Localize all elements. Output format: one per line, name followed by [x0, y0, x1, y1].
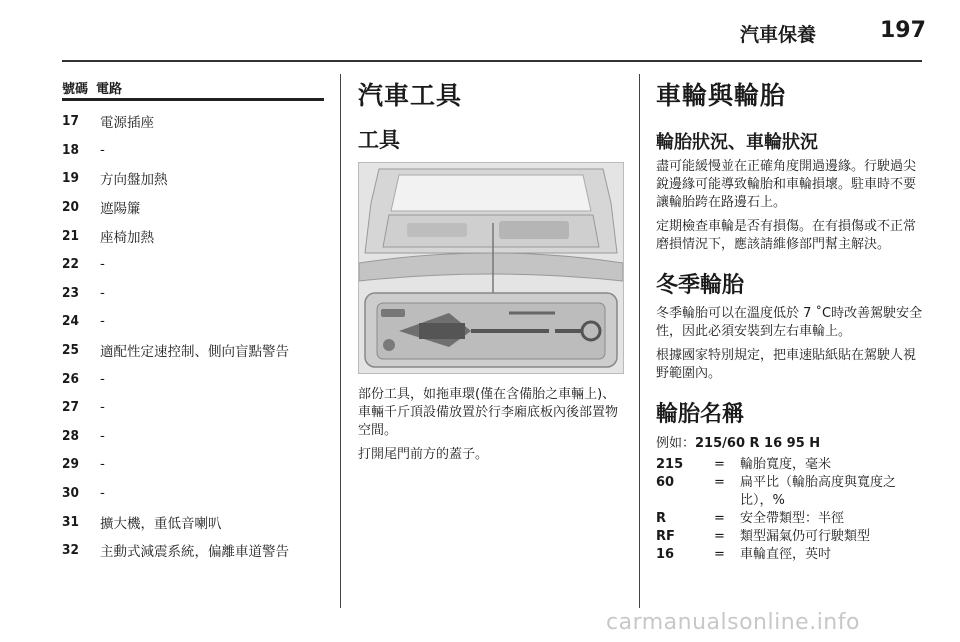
list-item — [656, 510, 924, 528]
table-row — [62, 279, 324, 308]
fuse-circuit: - — [100, 141, 105, 158]
fuse-number: 29 — [62, 456, 79, 473]
spec-value: 車輪直徑，英吋 — [740, 547, 832, 562]
fuse-circuit: 適配性定速控制、側向盲點警告 — [100, 344, 289, 361]
fuse-circuit: 遮陽簾 — [100, 201, 141, 218]
fuse-circuit: - — [100, 427, 105, 444]
fuse-number: 27 — [62, 399, 79, 416]
page-number: 197 — [880, 18, 926, 43]
fuse-rows — [62, 107, 324, 565]
table-row — [62, 107, 324, 136]
fuse-circuit: 主動式減震系統，偏離車道警告 — [100, 544, 289, 561]
fuse-table-header — [62, 78, 324, 98]
table-row — [62, 450, 324, 479]
spec-key: 215 — [656, 457, 684, 472]
list-item — [656, 528, 924, 546]
fuse-circuit: 方向盤加熱 — [100, 172, 168, 189]
spec-value: 扁平比（輪胎高度與寬度之比），% — [740, 475, 897, 508]
spec-key: 60 — [656, 475, 675, 490]
spec-equals: = — [714, 529, 725, 544]
column-divider-1 — [340, 74, 341, 608]
fuse-number: 30 — [62, 485, 79, 502]
header-rule — [62, 60, 922, 62]
table-row — [62, 393, 324, 422]
fuse-circuit: 座椅加熱 — [100, 229, 154, 246]
fuse-number: 32 — [62, 542, 79, 559]
winter-tires-heading: 冬季輪胎 — [656, 273, 745, 298]
fuse-circuit: - — [100, 313, 105, 330]
table-row — [62, 136, 324, 165]
fuse-number: 21 — [62, 227, 79, 244]
fuse-number: 20 — [62, 199, 79, 216]
fuse-number: 23 — [62, 284, 79, 301]
spec-equals: = — [714, 511, 725, 526]
example-value: 215/60 R 16 95 H — [695, 436, 821, 451]
tire-example — [656, 434, 924, 454]
spec-equals: = — [714, 457, 725, 472]
tools-paragraph-1: 部份工具，如拖車環(僅在含備胎之車輛上)、車輛千斤頂設備放置於行李廂底板內後部置物空間。 — [358, 387, 619, 438]
table-row — [62, 250, 324, 279]
fuse-circuit: - — [100, 256, 105, 273]
table-row — [62, 193, 324, 222]
fuse-table — [62, 78, 324, 565]
condition-paragraph-2: 定期檢查車輪是否有損傷。在有損傷或不正常磨損情況下，應該請維修部門幫主解決。 — [656, 219, 917, 252]
list-item — [656, 474, 924, 510]
table-row — [62, 336, 324, 365]
table-row — [62, 422, 324, 451]
table-row — [62, 507, 324, 536]
tools-subtitle: 工具 — [358, 128, 400, 152]
tire-name-heading: 輪胎名稱 — [656, 402, 745, 427]
spec-value: 輪胎寬度，毫米 — [740, 457, 832, 472]
watermark: carmanualsonline.info — [606, 610, 860, 635]
list-item — [656, 456, 924, 474]
table-row — [62, 364, 324, 393]
spec-equals: = — [714, 547, 725, 562]
col-header-circuit: 電路 — [96, 82, 123, 97]
winter-paragraph-2: 根據國家特別規定，把車速貼紙貼在駕駛人視野範圍內。 — [656, 348, 917, 381]
table-row — [62, 221, 324, 250]
fuse-circuit: - — [100, 456, 105, 473]
example-label: 例如： — [656, 436, 696, 451]
wheels-section — [656, 76, 924, 564]
trunk-tools-illustration — [358, 162, 624, 374]
tire-spec-list — [656, 456, 924, 564]
fuse-circuit: 擴大機，重低音喇叭 — [100, 515, 222, 532]
col-header-number: 號碼 — [62, 82, 89, 97]
table-row — [62, 307, 324, 336]
spec-key: 16 — [656, 547, 675, 562]
fuse-number: 24 — [62, 313, 79, 330]
spec-key: R — [656, 511, 667, 526]
header-title: 汽車保養 — [740, 24, 817, 46]
list-item — [656, 546, 924, 564]
spec-key: RF — [656, 529, 675, 544]
fuse-number: 31 — [62, 513, 79, 530]
table-row — [62, 479, 324, 508]
fuse-number: 18 — [62, 141, 79, 158]
spec-value: 安全帶類型：半徑 — [740, 511, 845, 526]
trunk-illustration-svg — [359, 163, 623, 373]
fuse-circuit: 電源插座 — [100, 115, 154, 132]
condition-paragraph-1: 盡可能緩慢並在正確角度開過邊緣。行駛過尖銳邊緣可能導致輪胎和車輪損壞。駐車時不要讓輪胎跨在路邊石上。 — [656, 159, 917, 210]
spec-equals: = — [714, 475, 725, 490]
table-header-rule — [62, 98, 324, 101]
fuse-circuit: - — [100, 284, 105, 301]
fuse-number: 25 — [62, 342, 79, 359]
fuse-circuit: - — [100, 370, 105, 387]
wheels-title: 車輪與輪胎 — [656, 81, 787, 110]
table-row — [62, 536, 324, 565]
tools-paragraph-2: 打開尾門前方的蓋子。 — [358, 447, 489, 462]
column-divider-2 — [639, 74, 640, 608]
fuse-number: 17 — [62, 113, 79, 130]
winter-paragraph-1: 冬季輪胎可以在溫度低於 7 ˚C時改善駕駛安全性，因此必須安裝到左右車輪上。 — [656, 306, 923, 339]
fuse-number: 22 — [62, 256, 79, 273]
fuse-circuit: - — [100, 485, 105, 502]
fuse-circuit: - — [100, 399, 105, 416]
tools-section — [358, 76, 624, 470]
fuse-number: 19 — [62, 170, 79, 187]
fuse-number: 28 — [62, 427, 79, 444]
tools-title: 汽車工具 — [358, 81, 463, 110]
spec-value: 類型漏氣仍可行駛類型 — [740, 529, 871, 544]
table-row — [62, 164, 324, 193]
fuse-number: 26 — [62, 370, 79, 387]
condition-heading: 輪胎狀況、車輪狀況 — [656, 132, 818, 153]
